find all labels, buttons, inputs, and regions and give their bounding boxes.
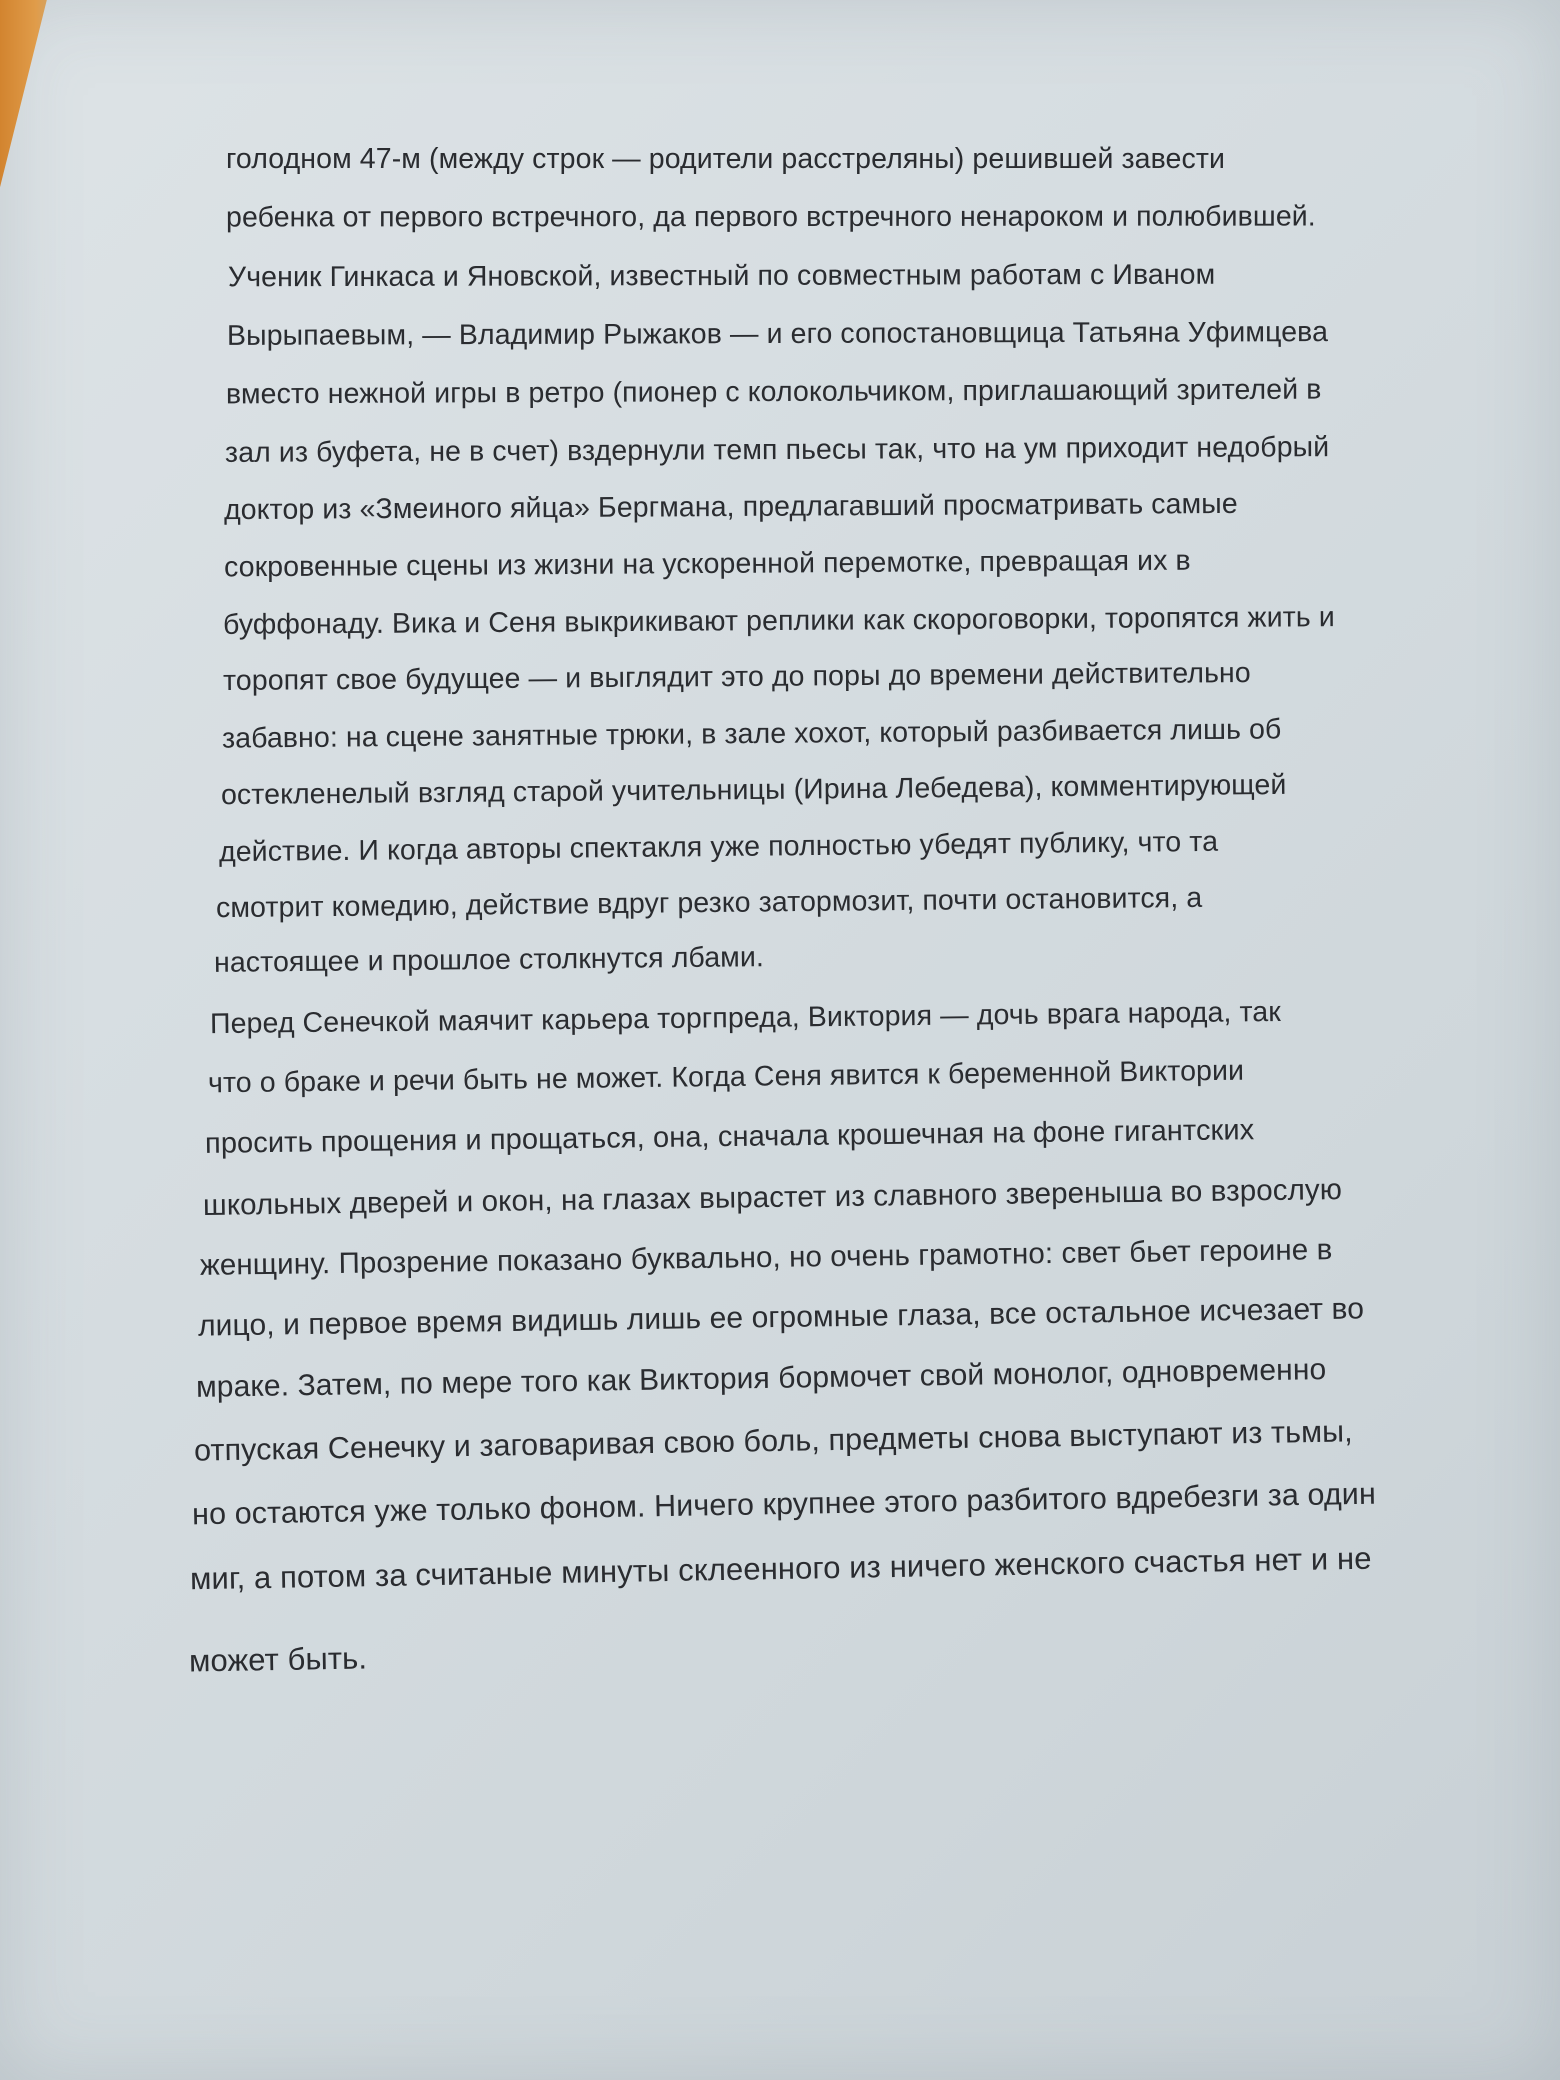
text-line: Перед Сенечкой маячит карьера торгпреда, Виктория — дочь врага народа, так xyxy=(209,995,1282,1041)
text-line: отпуская Сенечку и заговаривая свою боль, предметы снова выступают из тьмы, xyxy=(193,1414,1354,1468)
text-line: просить прощения и прощаться, она, сначала крошечная на фоне гигантских xyxy=(204,1114,1255,1160)
text-line: зал из буфета, не в счет) вздернули темп пьесы так, что на ум приходит недобрый xyxy=(224,431,1330,469)
text-line: миг, а потом за считаные минуты склеенного из ничего женского счастья нет и не xyxy=(189,1540,1372,1597)
text-line: школьных дверей и окон, на глазах вырастет из славного звереныша во взрослую xyxy=(202,1173,1343,1222)
text-line: забавно: на сцене занятные трюки, в зале хохот, который разбивается лишь об xyxy=(221,713,1282,755)
text-line: Вырыпаевым, — Владимир Рыжаков — и его сопостановщица Татьяна Уфимцева xyxy=(226,316,1329,352)
text-line: женщину. Прозрение показано буквально, но очень грамотно: свет бьет героине в xyxy=(199,1233,1333,1282)
text-line: действие. И когда авторы спектакля уже полностью убедят публику, что та xyxy=(218,825,1219,869)
text-line: голодном 47-м (между строк — родители расстреляны) решившей завести xyxy=(226,143,1226,175)
text-line: может быть. xyxy=(188,1640,368,1679)
text-line: настоящее и прошлое столкнутся лбами. xyxy=(213,941,765,979)
text-line: смотрит комедию, действие вдруг резко затормозит, почти остановится, а xyxy=(215,881,1203,925)
text-line: но остаются уже только фоном. Ничего крупнее этого разбитого вдребезги за один xyxy=(191,1476,1377,1532)
text-line: ребенка от первого встречного, да первого встречного ненароком и полюбившей. xyxy=(225,200,1316,234)
text-line: сокровенные сцены из жизни на ускоренной перемотке, превращая их в xyxy=(223,544,1191,584)
text-line: торопят свое будущее — и выглядит это до поры до времени действительно xyxy=(222,656,1251,698)
text-line: доктор из «Змеиного яйца» Бергмана, предлагавший просматривать самые xyxy=(223,487,1238,527)
text-line: буффонаду. Вика и Сеня выкрикивают реплики как скороговорки, торопятся жить и xyxy=(222,601,1335,641)
text-line: что о браке и речи быть не может. Когда Сеня явится к беременной Виктории xyxy=(207,1054,1245,1100)
text-line: вместо нежной игры в ретро (пионер с колокольчиком, приглашающий зрителей в xyxy=(225,373,1322,411)
text-line: остекленелый взгляд старой учительницы (Ирина Лебедева), комментирующей xyxy=(220,768,1287,812)
text-line: лицо, и первое время видишь лишь ее огромные глаза, все остальное исчезает во xyxy=(197,1292,1365,1343)
text-line: Ученик Гинкаса и Яновской, известный по совместным работам с Иваном xyxy=(227,258,1216,294)
text-line: мраке. Затем, по мере того как Виктория бормочет свой монолог, одновременно xyxy=(195,1353,1327,1404)
